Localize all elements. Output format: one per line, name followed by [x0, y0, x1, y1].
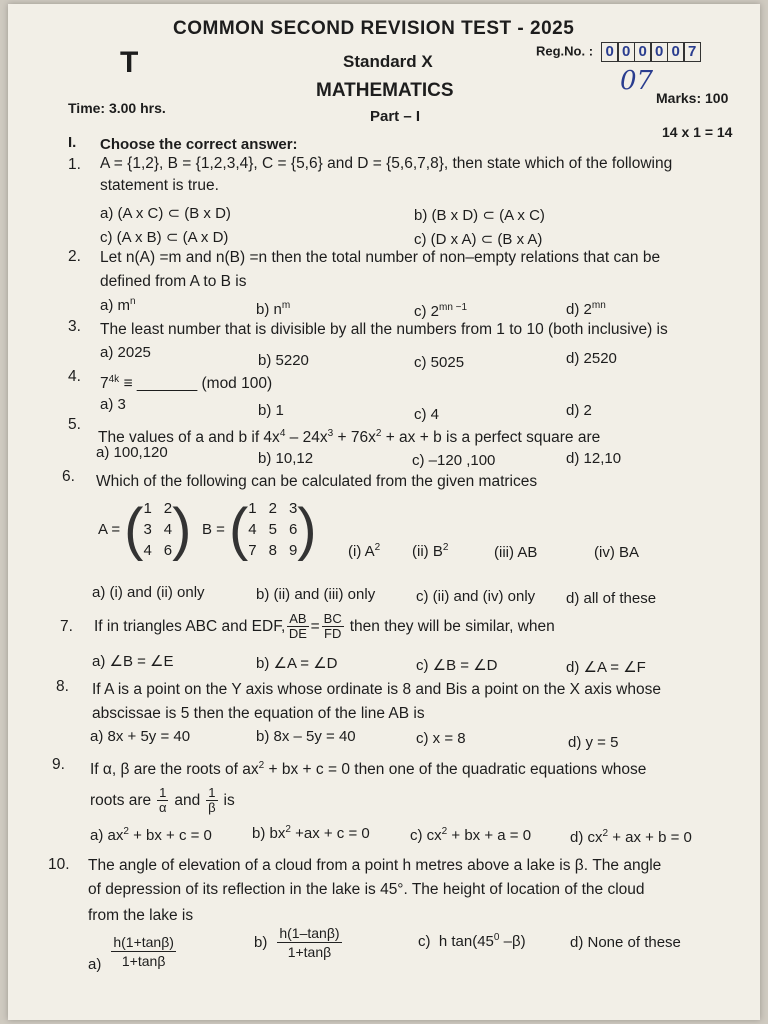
option-c: c) (ii) and (iv) only — [416, 588, 536, 605]
option-c: c) $2^{mn -1}$ — [414, 302, 468, 320]
option-c: c) –120 ,100 — [412, 452, 496, 469]
handwritten-mark: 07 — [620, 66, 654, 96]
option-d: d) None of these — [570, 934, 681, 951]
matrix-cell: 5 — [268, 521, 277, 538]
option-c: c) x = 8 — [416, 730, 466, 747]
question-text: defined from A to B is — [100, 273, 247, 290]
part-label: Part – I — [370, 108, 421, 125]
option-d: d) 2 — [566, 402, 592, 419]
matrix-cell: 4 — [248, 521, 257, 538]
question-text: A = {1,2}, B = {1,2,3,4}, C = {5,6} and D = {5,6,7,8}, then state which of the following — [100, 155, 673, 172]
question-text: roots are $\frac{1}{\alpha}$ and $\frac{1}{\beta}$ is — [90, 785, 235, 815]
reg-digit: 0 — [617, 42, 635, 62]
section-number: I. — [68, 134, 77, 151]
matrix-cell: 7 — [248, 542, 257, 559]
fraction-1-alpha: $\frac{1}{\alpha}$ — [159, 785, 167, 815]
option-a: a) 8x + 5y = 40 — [90, 728, 191, 745]
series-letter: T — [120, 46, 139, 79]
matrix-cell: 6 — [163, 542, 173, 559]
question-number: 9. — [52, 756, 65, 773]
option-c: c) 4 — [414, 406, 440, 423]
option-b: b) 8x – 5y = 40 — [256, 728, 356, 745]
question-text: statement is true. — [100, 177, 219, 194]
question-text: Which of the following can be calculated from the given matrices — [96, 473, 538, 490]
question-text: of depression of its reflection in the lake is 45°. The height of location of the cloud — [88, 881, 645, 898]
matrix-cell: 4 — [163, 521, 173, 538]
question-text: The angle of elevation of a cloud from a point h metres above a lake is β. The angle — [88, 857, 662, 874]
option-a: a) 2025 — [100, 344, 151, 361]
exam-title: COMMON SECOND REVISION TEST - 2025 — [173, 18, 575, 39]
option-d: d) 12,10 — [566, 450, 622, 467]
question-number: 6. — [62, 468, 75, 485]
fraction-option-a: $\frac{h(1+\tan\beta)}{1+\tan\beta}$ — [113, 934, 174, 969]
question-number: 8. — [56, 678, 69, 695]
option-b: b) (B x D) ⊂ (A x C) — [414, 207, 545, 224]
question-text: Let n(A) =m and n(B) =n then the total number of non–empty relations that can be — [100, 249, 661, 266]
question-number: 3. — [68, 318, 81, 335]
section-heading: Choose the correct answer: — [100, 136, 298, 153]
time-label: Time: 3.00 hrs. — [68, 100, 166, 116]
question-text: The least number that is divisible by all the numbers from 1 to 10 (both inclusive) is — [100, 321, 668, 338]
matrix-cell: 8 — [268, 542, 277, 559]
reg-no — [536, 42, 700, 62]
option-c: c) $cx^2$ + bx + a = 0 — [410, 826, 532, 844]
option-c: c) (A x B) ⊂ (A x D) — [100, 229, 229, 246]
option-a: a) (A x C) ⊂ (B x D) — [100, 205, 231, 222]
option-b: b) 5220 — [258, 352, 309, 369]
subject-title: MATHEMATICS — [316, 80, 454, 101]
matrix-cell: 6 — [288, 521, 298, 538]
option-a: a) ∠B = ∠E — [92, 653, 174, 670]
option-d: d) $2^{mn}$ — [566, 300, 606, 318]
matrix-b — [202, 496, 317, 562]
option-a: a) (i) and (ii) only — [92, 584, 205, 601]
fraction-ab-de: $\frac{AB}{DE}$ — [288, 611, 307, 641]
standard-label: Standard X — [343, 52, 433, 71]
section-scoring: 14 x 1 = 14 — [662, 124, 733, 140]
matrix-cell: 4 — [143, 542, 152, 559]
question-text: If α, β are the roots of $ax^2$ + bx + c = 0 then one of the quadratic equations whose — [90, 760, 647, 779]
option-d: c) (D x A) ⊂ (B x A) — [414, 231, 543, 248]
option-b: b) $\frac{h(1-\tan\beta)}{1+\tan\beta}$ — [254, 925, 340, 960]
reg-digit: 0 — [650, 42, 668, 62]
question-text: If A is a point on the Y axis whose ordinate is 8 and Bis a point on the X axis whose — [92, 681, 661, 698]
option-d: d) all of these — [566, 590, 657, 607]
matrix-a-body: ( 1 2 3 4 4 6 ) — [124, 496, 192, 562]
option-a: a) $ax^2$ + bx + c = 0 — [90, 826, 212, 844]
option-d: d) ∠A = ∠F — [566, 659, 646, 676]
question-number: 10. — [48, 856, 70, 873]
matrix-cell: 3 — [288, 500, 298, 517]
option-c: c) 5025 — [414, 354, 465, 371]
reg-digit: 0 — [667, 42, 685, 62]
option-a: a) $\frac{h(1+\tan\beta)}{1+\tan\beta}$ — [88, 934, 174, 973]
marks-label: Marks: 100 — [656, 90, 729, 106]
option-a: a) $m^n$ — [100, 296, 136, 314]
matrix-cell: 3 — [143, 521, 152, 538]
option-b: b) $n^m$ — [256, 300, 291, 318]
option-b: b) 1 — [258, 402, 284, 419]
exam-paper — [8, 4, 760, 1020]
reg-digit: 0 — [634, 42, 652, 62]
option-b: b) 10,12 — [258, 450, 314, 467]
reg-digit: 0 — [601, 42, 619, 62]
question-number: 7. — [60, 618, 73, 635]
question-text: The values of a and b if $4x^4 - 24x^3 + 76x^2$ + ax + b is a perfect square are — [98, 428, 601, 447]
fraction-1-beta: $\frac{1}{\beta}$ — [208, 785, 216, 815]
option-d: d) 2520 — [566, 350, 617, 367]
matrix-b-label: B = — [202, 521, 225, 538]
option-a: a) 100,120 — [96, 444, 168, 461]
option-c: c) h $\tan(45^0$ –β) — [418, 932, 526, 950]
matrix-a-label: A = — [98, 521, 121, 538]
reg-no-boxes — [601, 42, 700, 62]
question-number: 4. — [68, 368, 81, 385]
question-text: If in triangles ABC and EDF, $\frac{AB}{DE}$ = $\frac{BC}{FD}$ then they will be similar, when — [94, 611, 555, 641]
option-a: a) 3 — [100, 396, 126, 413]
option-d: d) $cx^2$ + ax + b = 0 — [570, 828, 692, 846]
option-b: b) (ii) and (iii) only — [256, 586, 376, 603]
matrix-cell: 1 — [143, 500, 152, 517]
matrix-cell: 2 — [163, 500, 173, 517]
matrix-cell: 9 — [288, 542, 298, 559]
option-c: c) ∠B = ∠D — [416, 657, 498, 674]
option-d: d) y = 5 — [568, 734, 619, 751]
option-b: b) $bx^2 +ax + c = 0$ — [252, 824, 370, 842]
fraction-bc-fd: $\frac{BC}{FD}$ — [323, 611, 342, 641]
matrix-cell: 1 — [248, 500, 257, 517]
matrix-cell: 2 — [268, 500, 277, 517]
question-text: $7^{4k}$ ≡ _______ (mod 100) — [100, 374, 273, 393]
question-text: from the lake is — [88, 907, 194, 924]
question-number: 2. — [68, 248, 81, 265]
fraction-option-b: $\frac{h(1-\tan\beta)}{1+\tan\beta}$ — [279, 925, 340, 960]
item-i: (i) $A^2$ — [348, 542, 381, 560]
item-iii: (iii) AB — [494, 544, 538, 561]
question-text: abscissae is 5 then the equation of the line AB is — [92, 705, 425, 722]
reg-digit: 7 — [683, 42, 701, 62]
reg-no-label: Reg.No. : — [536, 43, 594, 59]
matrix-b-body: ( 1 2 3 4 5 6 7 8 9 ) — [228, 496, 317, 562]
question-number: 1. — [68, 156, 81, 173]
item-iv: (iv) BA — [594, 544, 639, 561]
item-ii: (ii) $B^2$ — [412, 542, 449, 560]
matrix-a — [98, 496, 192, 562]
option-b: b) ∠A = ∠D — [256, 655, 338, 672]
question-number: 5. — [68, 416, 81, 433]
